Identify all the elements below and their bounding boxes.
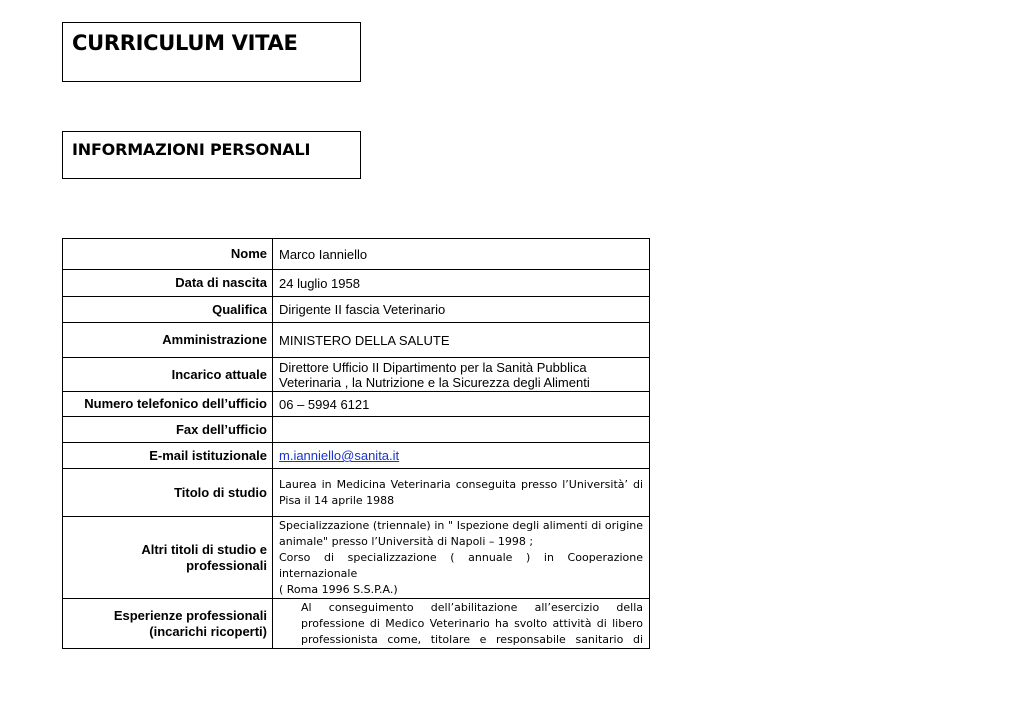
label-incarico: Incarico attuale [63,358,273,392]
row-email [63,443,650,469]
value-titolo-studio [273,469,650,517]
altri-titoli-line-3: Corso di specializzazione ( annuale ) in Cooperazione internazionale [279,551,643,580]
value-email [273,443,650,469]
email-link[interactable]: m.ianniello@sanita.it [279,448,400,463]
row-nome [63,239,650,270]
personal-info-table [62,238,650,649]
value-incarico [273,358,650,392]
label-esperienze [63,599,273,649]
row-titolo-studio [63,469,650,517]
label-fax: Fax dell’ufficio [63,417,273,443]
row-telefono [63,392,650,417]
row-qualifica [63,297,650,323]
altri-titoli-line-2: animale" presso l’Università di Napoli – 1998 ; [279,535,534,548]
altri-titoli-line-1: Specializzazione (triennale) in " Ispezione degli alimenti di origine [279,519,643,532]
esperienze-label-line-1: Esperienze professionali [113,607,267,623]
value-data-nascita: 24 luglio 1958 [273,270,650,297]
row-esperienze [63,599,650,649]
titolo-studio-line-1: Laurea in Medicina Veterinaria conseguita presso l’Università’ di [279,478,643,491]
esperienze-label-line-2: (incarichi ricoperti) [149,623,267,639]
label-email: E-mail istituzionale [63,443,273,469]
altri-titoli-line-4: ( Roma 1996 S.S.P.A.) [279,583,398,596]
value-amministrazione: MINISTERO DELLA SALUTE [273,323,650,358]
incarico-line-1: Direttore Ufficio II Dipartimento per la Sanità Pubblica [279,359,587,375]
label-nome: Nome [63,239,273,270]
label-titolo-studio: Titolo di studio [63,469,273,517]
row-incarico [63,358,650,392]
titolo-studio-line-2: Pisa il 14 aprile 1988 [279,494,395,507]
esperienze-line-2: professione di Medico Veterinario ha svolto attività di libero [301,617,643,630]
label-amministrazione: Amministrazione [63,323,273,358]
value-altri-titoli [273,517,650,599]
row-amministrazione [63,323,650,358]
esperienze-line-1: Al conseguimento dell’abilitazione all’esercizio della [301,601,643,614]
value-qualifica: Dirigente II fascia Veterinario [273,297,650,323]
esperienze-line-3: professionista come, titolare e responsabile sanitario di [301,633,643,646]
row-data-nascita [63,270,650,297]
value-fax [273,417,650,443]
altri-titoli-label-line-1: Altri titoli di studio e [141,541,267,557]
altri-titoli-label-line-2: professionali [186,557,267,573]
value-nome: Marco Ianniello [273,239,650,270]
label-altri-titoli [63,517,273,599]
value-telefono: 06 – 5994 6121 [273,392,650,417]
cv-title: CURRICULUM VITAE [62,22,361,82]
value-esperienze [273,599,650,649]
personal-info-title: INFORMAZIONI PERSONALI [62,131,361,179]
label-qualifica: Qualifica [63,297,273,323]
incarico-line-2: Veterinaria , la Nutrizione e la Sicurezza degli Alimenti [279,374,590,390]
row-altri-titoli [63,517,650,599]
label-telefono: Numero telefonico dell’ufficio [63,392,273,417]
row-fax [63,417,650,443]
label-data-nascita: Data di nascita [63,270,273,297]
